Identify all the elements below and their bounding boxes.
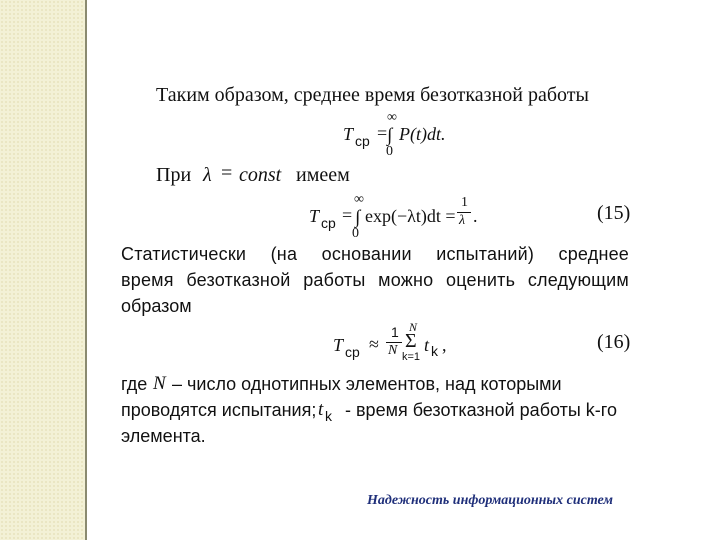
definition-t-sub: k xyxy=(325,408,332,424)
condition-eq: = xyxy=(221,162,233,184)
equation-number-16: (16) xyxy=(597,331,631,353)
formula3-t-sub: k xyxy=(431,343,438,359)
formula2-eq: = xyxy=(342,205,353,225)
formula3-approx: ≈ xyxy=(369,334,379,354)
definition-t: t xyxy=(318,399,324,420)
decorative-side-band xyxy=(0,0,85,540)
condition-post: имеем xyxy=(296,164,350,186)
formula1-integral-sign: ∫ xyxy=(387,125,393,146)
formula1-eq: = xyxy=(377,123,388,143)
formula2-integral-sign: ∫ xyxy=(355,207,361,228)
formula3-sigma: Σ xyxy=(405,330,417,352)
formula3-sub: ср xyxy=(345,344,360,360)
formula3-fraction-den: N xyxy=(388,343,398,358)
paragraph-line-2: время безотказной работы можно оценить следующим xyxy=(121,270,629,290)
definition-pre: где xyxy=(121,374,148,394)
formula1-lower: 0 xyxy=(386,144,393,159)
formula3-comma: , xyxy=(442,335,447,355)
formula3-fraction-num: 1 xyxy=(391,324,399,340)
equation-number-15: (15) xyxy=(597,202,631,224)
definition-line3: элемента. xyxy=(121,426,206,446)
condition-pre: При xyxy=(156,164,192,186)
definition-line2-pre: проводятся испытания; xyxy=(121,400,317,420)
formula1-upper: ∞ xyxy=(387,110,397,125)
paragraph-line-3: образом xyxy=(121,296,192,316)
formula2-dot: . xyxy=(473,206,478,226)
formula3-lhs: T xyxy=(333,335,344,355)
formula2-integrand: exp(−λt)dt = xyxy=(365,206,456,226)
formula1-integrand: P(t)dt. xyxy=(399,124,446,144)
paragraph-line-1: Статистически (на основании испытаний) среднее xyxy=(121,244,629,264)
definition-line2-rest: - время безотказной работы k-го xyxy=(345,400,617,420)
definition-line1-rest: – число однотипных элементов, над которыми xyxy=(172,374,562,394)
condition-lambda: λ xyxy=(203,164,212,186)
condition-const: const xyxy=(239,164,282,186)
formula2-fraction-den: λ xyxy=(459,213,466,228)
formula2-fraction-num: 1 xyxy=(461,195,468,210)
footer-course-title: Надежность информационных систем xyxy=(367,493,613,508)
formula3-sum-lower: k=1 xyxy=(402,351,421,363)
formula3-sum-upper: N xyxy=(409,320,418,334)
intro-text: Таким образом, среднее время безотказной работы xyxy=(156,84,589,106)
formula3-t: t xyxy=(424,335,430,355)
formula2-lower: 0 xyxy=(352,226,359,241)
formula1-lhs: T xyxy=(343,124,354,144)
definition-N: N xyxy=(153,373,166,394)
formula1-sub: ср xyxy=(355,133,370,149)
formula2-sub: ср xyxy=(321,215,336,231)
formula2-upper: ∞ xyxy=(354,192,364,207)
formula2-lhs: T xyxy=(309,206,320,226)
